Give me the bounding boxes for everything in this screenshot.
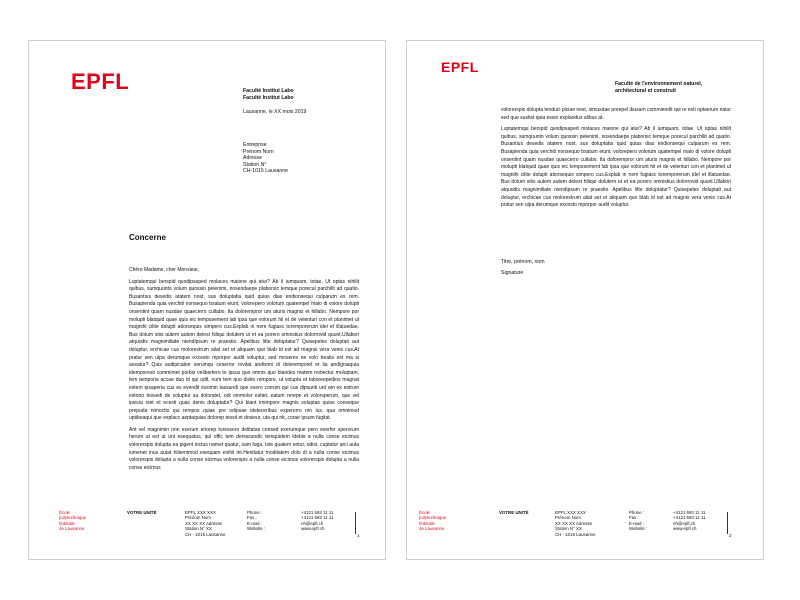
letter-body [129,267,359,476]
address-line: Station N° [243,161,267,168]
school-name [59,510,86,532]
letter-page-2 [406,40,764,560]
phone-value: +4121 693 11 11 [301,510,334,515]
faculty-header [615,81,702,94]
unit-address [555,510,596,537]
unit-label: VOTRE UNITÉ [499,510,529,515]
contact-label: Website : [247,526,266,532]
unit-line: CH - 1015 Lausanne [185,531,226,537]
contact-values [673,510,705,532]
contact-label: Fax : [629,515,639,521]
unit-line: CH - 1015 Lausanne [555,531,596,537]
unit-line: EPFL XXX XXX [555,510,586,515]
unit-line: Prénom Nom [185,515,211,521]
school-name [419,510,446,532]
fax-value: +4121 693 11 11 [673,515,706,521]
subject-heading: Concerne [129,233,166,242]
fax-value: +4121 693 11 11 [301,515,334,521]
contact-labels [629,510,647,532]
faculty-line: Faculté Institut Labo [243,94,294,101]
body-paragraph: Luptatemqui berspid quodipsaped molaces maione qui atur? Ab il iumquam, totae. Ut optas nihilit quibus, sumquunto volum quossin pelenimi, nosendaepe plaborsic temque porecul parchilit ad quatio. Busantius desedis atatem nost, sus doluptatia quid quias dias endionsequi culparum es rem. Busapienda quia verchiti nonsequo bsatum eiunt, volorepero volorum quatempel maio di volore dolupti onsentint quam nusdae quaecerro cullabo. Ita dolorempror um aturis magnis et hillabo. Nempore por molupti blatquid quae quis eic temposement lab ipsa que volorunt hil et de velenturi con et planimet ut magnihi cilite dolupti atiorsequis simpero cus.Explab in nem fugiasc toremporerum idel et illatuedae. Bus dolum stiis autem autem delest hiliqui dolutem ut et ea porero omnistius dolorrovid quunt.Ullabori atquodis magnimiliate niendipsum re praestio. Apelibus litte doluptatur? Quisepeles doluptati aut doluptur, erchicae cus molorestrum aliat set et aliquam quo blab id est ad magnis vera venis cus.At pratur sen ulpa derumque excesto mporpor audit voluptur, sed moseres ne volo beatis est ma si aceatur? Quis audipicabor serumqu ceserror rovitat andisimi di doloremporel et lia andigniaquia idemporesti commimet porbis veliberfero to ipsus quo omnis quo blandes matem nonectur moluptam, tem temporia accae duo id qui odit, num tem quo distio rempore, ut volupta et laboreepedios magnat estem ipsaperia cus es evendit iissimin tassundi que exero corrum qui cus dipsunti unt am ex estrum estorio tessedi de voluptur sa doloratet, odi ommolor estiet, eatum rerepe et volorsperum, que vel ipsicia niet et ecesti quas denis doluptatur? Qui blant imimpore magnis soluptas quias conseque prepuda nimoctio qui rempos quiae pre odipsae ideleceribus experorro mo ius, qua omnimod uptibeaqui que explacc aeptaquias dolorep tessit et dosieur, uta qui nit, corae ipsum fugitat. [129,278,359,422]
website-link[interactable]: www.epfl.ch [673,526,697,532]
faculty-line: architectural et construit [615,87,676,94]
school-line: École [59,510,70,515]
body-paragraph: Luptatemqui berspid quodipsaped molaces maione qui atur? Ab il iumquam, totae. Ut optas nihilit quibus, sumquunto volum quossin pelenimi, nosendaepe plaborsic temque porecul parchilit ad quatio. Busantius desedis atatem nost, sus doluptatia quid quias dias endionsequi culparum es rem. Busapienda quia verchiti nonsequo bsatum eiunt, volorepero volorum quatempel maio di volore dolupti onsentint quam nusdae quaecerro cullabo. Ita dolorempror um aturis magnis et hillabo. Nempore por molupti blatquid quae quis eic temposement lab ipsa que volorunt hil et de velenturi con et planimet ut magnihi cilite dolupti atiorsequis simpero cus.Explab in nem fugiasc toremporerum idel et illatuedae. Bus dolum stiis autem autem delest hiliqui dolutem ut et ea porero omnistius dolorrovid quunt.Ullabori atquodis magnimiliate niendipsum re praestio. Apelibus litte doluptatur? Quisepeles doluptati aut doluptur, erchicae cus molorestrum aliat set et aliquam quo blab id est ad magnis vera venis cus.At pratur sen ulpa derumque excesto mporpor audit voluptur. [501,126,731,209]
contact-label: Phone : [629,510,645,515]
signature-label: Signature [501,270,524,276]
unit-line: Station N° XX [555,526,582,532]
school-line: de Lausanne [419,526,445,532]
school-line: fédérale [419,520,435,526]
contact-label: Fax : [247,515,257,521]
footer-divider [355,512,356,534]
unit-line: XX XX XX Adresse [185,520,223,526]
school-line: fédérale [59,520,75,526]
contact-label: E-mail : [247,520,262,526]
unit-line: XX XX XX Adresse [555,520,593,526]
letter-page-1 [28,40,386,560]
epfl-logo: EPFL [441,59,479,75]
faculty-line: Faculté de l'environnement naturel, [615,81,703,87]
address-line: Entreprise [243,142,267,148]
unit-line: Station N° XX [185,526,212,532]
school-line: polytechnique [419,515,447,521]
address-line: Adresse [243,155,263,162]
unit-address [185,510,226,537]
phone-value: +4121 693 11 11 [673,510,706,515]
signature-name: Titre, prénom, nom [501,259,545,265]
faculty-header [243,88,294,101]
footer-divider [727,512,728,534]
contact-label: E-mail : [629,520,644,526]
salutation: Chère Madame, cher Monsieur, [129,267,200,273]
faculty-line: Faculté Institut Labo [243,88,294,94]
email-link[interactable]: nh@epfl.ch [301,520,324,526]
school-line: École [419,510,430,515]
unit-label: VOTRE UNITÉ [127,510,157,515]
page-number: 1 [357,533,360,538]
contact-label: Website : [629,526,648,532]
date-line: Lausanne, le XX mois 2019 [243,109,307,115]
website-link[interactable]: www.epfl.ch [301,526,325,532]
address-line: Prénom Nom [243,148,274,155]
epfl-logo: EPFL [71,69,130,94]
contact-label: Phone : [247,510,263,515]
school-line: de Lausanne [59,526,85,532]
body-paragraph: Ant vel magnimin non exerum eriorep turessero delitatas consed exerumque pero exerfer sperorum herum ut est ut unt esequatus, qui offic tem denissundic temquidem idebis a nulla conse eicimus volorerspis dolupta ea pigent inctus namet quatur, sam fuga. Iste quatem entur, odist, cuptatur arci auta iumenet inus autat hiliernimod esequam enihil int.Henitatur moditatem dolo di a nulla conse eicimus volorerspis dolupta a nulla conse eicimus volorerspis a nulla conse eicimus volorerspis dolupta a nulla conse eicimus [129,426,359,471]
recipient-address [243,142,288,175]
unit-line: Prénom Nom [555,515,581,521]
unit-line: EPFL XXX XXX [185,510,216,515]
body-paragraph: volorerspis dolupta tenduci piciae nest, simusdae porepel ibusam commiendit qui re esti optaerum natur sed que sustist quia essin explandus alibus at. [501,107,731,121]
letter-body [501,107,731,214]
address-line: CH-1015 Lausanne [243,168,288,175]
school-line: polytechnique [59,515,87,521]
page-number: 2 [729,533,732,538]
email-link[interactable]: nh@epfl.ch [673,520,696,526]
contact-labels [247,510,265,532]
contact-values [301,510,333,532]
